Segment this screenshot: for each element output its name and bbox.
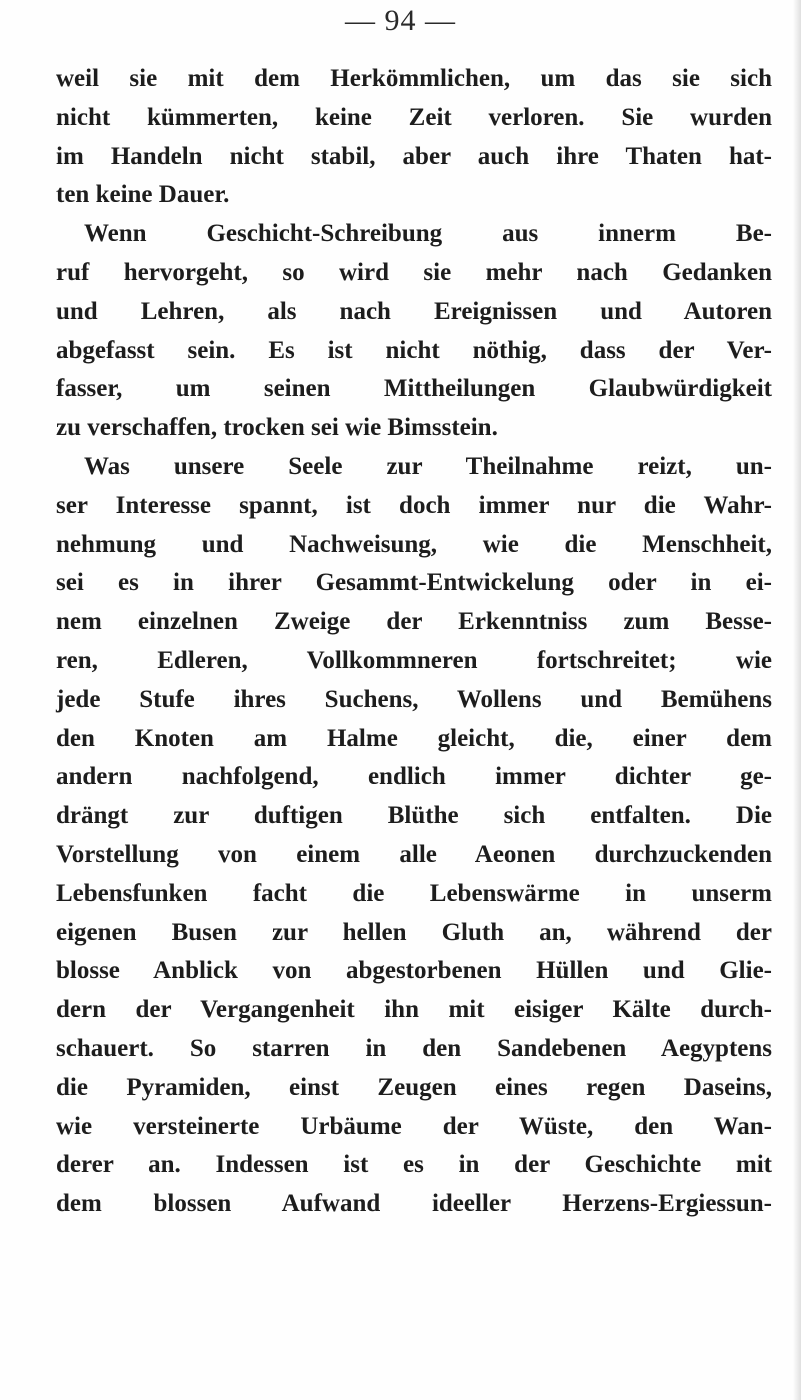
text-line-24: blosse Anblick von abgestorbenen Hüllen und Glie- — [56, 957, 772, 985]
text-line-19: andern nachfolgend, endlich immer dichter ge- — [56, 763, 772, 791]
page-edge-shadow — [793, 0, 801, 1400]
text-line-7: und Lehren, als nach Ereignissen und Autoren — [56, 297, 772, 325]
body-text — [56, 60, 772, 1224]
text-line-30: dem blossen Aufwand ideeller Herzens-Ergiessun- — [56, 1190, 772, 1218]
text-line-25: dern der Vergangenheit ihn mit eisiger Kälte durch- — [56, 996, 772, 1024]
text-line-1: weil sie mit dem Herkömmlichen, um das sie sich — [56, 65, 772, 92]
text-line-18: den Knoten am Halme gleicht, die, einer dem — [56, 724, 772, 752]
text-line-22: Lebensfunken facht die Lebenswärme in unserm — [56, 879, 772, 907]
text-line-28: wie versteinerte Urbäume der Wüste, den Wan- — [56, 1112, 772, 1140]
text-line-5: Wenn Geschicht-Schreibung aus innerm Be- — [84, 220, 772, 248]
text-line-10: zu verschaffen, trocken sei wie Bimsstein. — [56, 414, 498, 442]
text-line-17: jede Stufe ihres Suchens, Wollens und Bemühens — [56, 685, 772, 713]
text-line-21: Vorstellung von einem alle Aeonen durchzuckenden — [56, 840, 772, 868]
text-line-26: schauert. So starren in den Sandebenen Aegyptens — [56, 1034, 772, 1062]
text-line-3: im Handeln nicht stabil, aber auch ihre Thaten hat- — [56, 142, 772, 170]
text-line-11: Was unsere Seele zur Theilnahme reizt, un- — [84, 452, 772, 480]
page-number: — 94 — — [345, 4, 456, 37]
text-line-9: fasser, um seinen Mittheilungen Glaubwürdigkeit — [56, 375, 772, 403]
text-line-6: ruf hervorgeht, so wird sie mehr nach Gedanken — [56, 258, 772, 286]
text-line-27: die Pyramiden, einst Zeugen eines regen Daseins, — [56, 1073, 772, 1101]
text-line-20: drängt zur duftigen Blüthe sich entfalten. Die — [56, 802, 772, 830]
text-line-12: ser Interesse spannt, ist doch immer nur die Wahr- — [56, 491, 772, 519]
text-line-29: derer an. Indessen ist es in der Geschichte mit — [56, 1151, 772, 1179]
text-line-14: sei es in ihrer Gesammt-Entwickelung oder in ei- — [56, 569, 772, 597]
text-line-4: ten keine Dauer. — [56, 181, 230, 209]
text-line-16: ren, Edleren, Vollkommneren fortschreitet; wie — [56, 646, 772, 674]
text-line-23: eigenen Busen zur hellen Gluth an, während der — [56, 918, 772, 946]
text-line-8: abgefasst sein. Es ist nicht nöthig, dass der Ver- — [56, 336, 772, 364]
text-line-15: nem einzelnen Zweige der Erkenntniss zum Besse- — [56, 608, 772, 636]
text-line-2: nicht kümmerten, keine Zeit verloren. Sie wurden — [56, 103, 772, 131]
text-line-13: nehmung und Nachweisung, wie die Menschheit, — [56, 530, 772, 558]
